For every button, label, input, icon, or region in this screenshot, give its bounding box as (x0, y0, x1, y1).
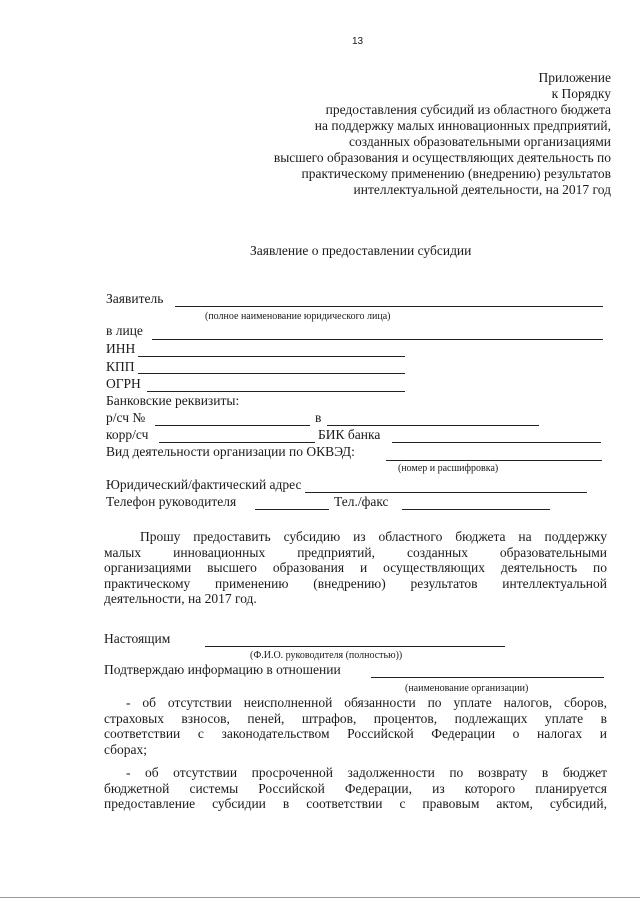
applicant-label: Заявитель (106, 291, 164, 306)
request-line: малых инновационных предприятий, созданных образовательными (104, 544, 607, 560)
item-line: соответствии с законодательством Российской Федерации о налогах и (104, 726, 607, 742)
fax-field[interactable] (402, 509, 550, 510)
account-in-label: в (315, 410, 322, 425)
appendix-line: практическому применению (внедрению) результатов (301, 166, 611, 181)
appendix-line: созданных образовательными организациями (349, 134, 611, 149)
fax-label: Тел./факс (334, 494, 389, 509)
bik-label: БИК банка (318, 427, 381, 442)
request-line: практическому применению (внедрению) результатов интеллектуальной (104, 575, 607, 591)
phone-field[interactable] (255, 509, 329, 510)
request-line: Прошу предоставить субсидию из областного бюджета на поддержку (140, 529, 607, 544)
appendix-line: предоставления субсидий из областного бюджета (325, 102, 611, 117)
page-number: 13 (352, 36, 364, 47)
item-line: страховых взносов, пеней, штрафов, процентов, подлежащих уплате в (104, 710, 607, 726)
present-label: Настоящим (104, 631, 171, 646)
item-line: - об отсутствии просроченной задолженности по возврату в бюджет (126, 765, 607, 780)
item-line: бюджетной системы Российской Федерации, из которого планируется (104, 780, 607, 796)
kpp-label: КПП (106, 359, 135, 374)
item-paragraph-2 (104, 765, 607, 812)
document-title: Заявление о предоставлении субсидии (250, 243, 472, 258)
appendix-line: Приложение (538, 70, 611, 85)
phone-label: Телефон руководителя (106, 494, 237, 509)
request-paragraph (104, 529, 607, 607)
address-field[interactable] (305, 492, 587, 493)
item-line: - об отсутствии неисполненной обязанности по уплате налогов, сборов, (126, 695, 607, 710)
item-line: предоставление субсидии в соответствии с правовым актом, субсидий, (104, 796, 607, 812)
corr-field[interactable] (159, 442, 315, 443)
applicant-hint: (полное наименование юридического лица) (205, 311, 391, 322)
corr-label: корр/сч (106, 427, 149, 442)
appendix-line: на поддержку малых инновационных предприятий, (314, 118, 611, 133)
person-field[interactable] (152, 339, 603, 340)
bank-name-field[interactable] (327, 425, 539, 426)
scan-edge-line (0, 897, 640, 898)
confirm-label: Подтверждаю информацию в отношении (104, 662, 341, 677)
person-label: в лице (106, 323, 143, 338)
head-hint: (Ф.И.О. руководителя (полностью)) (250, 650, 403, 661)
kpp-field[interactable] (138, 373, 405, 374)
org-name-field[interactable] (371, 677, 604, 678)
account-label: р/сч № (106, 410, 146, 425)
appendix-line: высшего образования и осуществляющих деятельность по (273, 150, 611, 165)
okved-field[interactable] (386, 460, 602, 461)
account-field[interactable] (155, 425, 310, 426)
okved-label: Вид деятельности организации по ОКВЭД: (106, 444, 355, 459)
bank-label: Банковские реквизиты: (106, 393, 240, 408)
head-name-field[interactable] (205, 646, 505, 647)
request-line: организациями высшего образования и осуществляющих деятельность по (104, 560, 607, 576)
appendix-line: к Порядку (551, 86, 611, 101)
item-line: сборах; (104, 741, 148, 757)
applicant-field[interactable] (175, 306, 603, 307)
okved-hint: (номер и расшифровка) (398, 463, 499, 474)
item-paragraph-1 (104, 695, 607, 757)
request-line: деятельности, на 2017 год. (104, 591, 257, 607)
inn-field[interactable] (138, 356, 405, 357)
ogrn-label: ОГРН (106, 376, 141, 391)
inn-label: ИНН (106, 341, 136, 356)
org-hint: (наименование организации) (405, 683, 529, 694)
appendix-block (191, 70, 611, 198)
address-label: Юридический/фактический адрес (106, 477, 302, 492)
ogrn-field[interactable] (147, 391, 405, 392)
bik-field[interactable] (392, 442, 601, 443)
appendix-line: интеллектуальной деятельности, на 2017 год (353, 182, 611, 197)
